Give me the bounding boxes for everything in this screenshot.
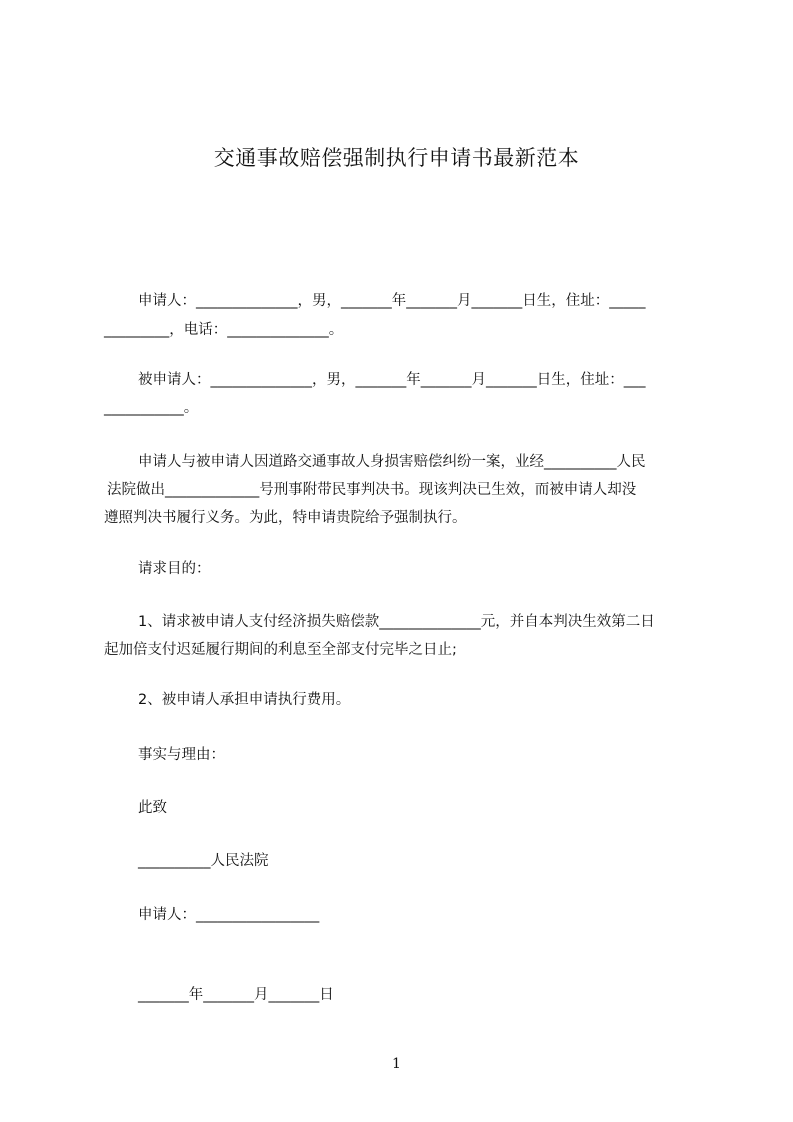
facts-line-1: 申请人与被申请人因道路交通事故人身损害赔偿纠纷一案，业经__________人民 bbox=[138, 454, 646, 470]
applicant-line-1: 申请人：______________，男，_______年_______月_______日生，住址：_____ bbox=[138, 293, 646, 309]
request-item-1-line-1: 1、请求被申请人支付经济损失赔偿款______________元，并自本判决生效第二日 bbox=[138, 614, 655, 630]
facts-line-3: 遵照判决书履行义务。为此，特申请贵院给予强制执行。 bbox=[104, 510, 467, 526]
request-item-2: 2、被申请人承担申请执行费用。 bbox=[138, 692, 351, 708]
respondent-line-2: ___________。 bbox=[104, 400, 199, 416]
signature-line: 申请人：_________________ bbox=[138, 907, 320, 923]
reasons-heading: 事实与理由： bbox=[138, 747, 225, 763]
request-heading: 请求目的： bbox=[138, 561, 211, 577]
date-line: _______年_______月_______日 bbox=[138, 987, 334, 1003]
document-title: 交通事故赔偿强制执行申请书最新范本 bbox=[213, 146, 580, 170]
request-item-1-line-2: 起加倍支付迟延履行期间的利息至全部支付完毕之日止; bbox=[104, 642, 457, 658]
court-line: __________人民法院 bbox=[138, 853, 269, 869]
closing-salutation: 此致 bbox=[138, 800, 167, 816]
page-number: 1 bbox=[392, 1056, 401, 1072]
applicant-line-2: _________，电话：______________。 bbox=[104, 322, 344, 338]
respondent-line-1: 被申请人：______________，男，_______年_______月_______日生，住址：___ bbox=[138, 372, 646, 388]
facts-line-2: 法院做出_____________号刑事附带民事判决书。现该判决已生效，而被申请人却没 bbox=[107, 482, 637, 498]
